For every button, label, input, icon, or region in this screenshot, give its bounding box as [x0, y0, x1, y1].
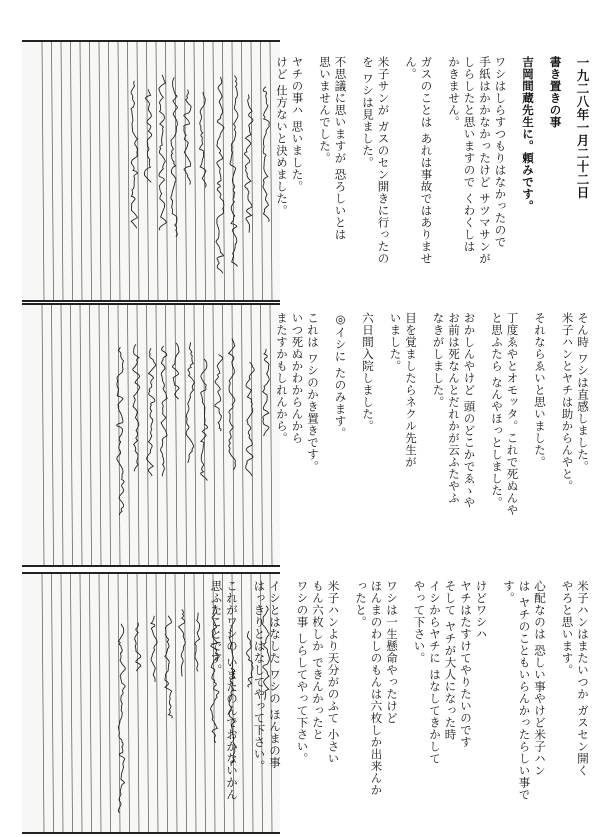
transcript-paragraph: 目を覚ましたらネクル先生が いました。: [388, 312, 418, 468]
transcript-paragraph: おかしんやけど 頭のどこかでゑゝや お前は死なんとだれかが云ふたやふ なきがしました。: [431, 312, 477, 509]
transcript-request-text: イシに たのみます。: [333, 326, 348, 439]
scan-lines-1: [22, 42, 280, 300]
transcript-paragraph: 丁度ゑやとオモッタ。これで死ぬんや と思ふたら なんやほっとしました。: [490, 312, 520, 516]
transcript-section-2: [275, 312, 590, 540]
transcript-paragraph: ヤチの事ハ 思いました。 けど 仕方ないと決めました。: [275, 56, 305, 217]
transcript-paragraph: そん時 ワシは直感しました。 米子ハンとヤチは助からんやと。: [560, 312, 590, 492]
transcript-date: 一九二八年一月二十二日: [575, 56, 590, 199]
scan-lines-3: [22, 574, 280, 832]
transcript-paragraph: イシとはなした ワシの ほんまの事 はっきりとはなしてやって下さい。: [252, 580, 282, 772]
transcript-request: [332, 312, 348, 540]
transcript-paragraph: これがワシの いまたのんでおかないかん 思ふたことです。: [209, 580, 239, 801]
transcript-addressee: 吉岡間蔵先生に。頼みです。: [521, 56, 535, 212]
transcript-paragraph: 六日間入院しました。: [361, 312, 375, 432]
transcript-paragraph: 米子ハンより天分がのふて 小さい もん六枚しか できんかったと ワシの事 しらしてやって下さい。: [295, 580, 341, 765]
transcript-paragraph: 米子ハンはまたいつか ガスセン開く やろと思います。: [560, 580, 590, 777]
transcript-paragraph: ワシはしらすつもりはなかったので 手紙はかかなかったけど サツマサンが しらしたと思いますので くわくしは かきません。: [447, 56, 508, 265]
transcript-heading: 書き置きの事: [548, 56, 563, 128]
transcript-section-3: [209, 580, 590, 810]
transcript-paragraph: これは ワシのかき置きです。 いつ死ぬかわからんから またすかもしれんから。: [275, 312, 320, 473]
transcript-paragraph: ガスのことは あれは事故ではありません。: [404, 56, 434, 265]
scan-lines-2: [22, 305, 280, 565]
transcript-paragraph: ワシは一生懸命やったけど ほんまのわしのもんは六枚しか出来んか ったと。: [354, 580, 399, 796]
transcript-paragraph: それならゑいと思いました。: [533, 312, 547, 468]
transcript-section-1: [275, 56, 590, 280]
transcript-paragraph: 不思議に思いますが 恐ろしいとは 思いませんでした。: [318, 56, 348, 241]
handwritten-scan-page-2: [22, 303, 280, 567]
handwritten-scan-page-1: [22, 40, 280, 302]
handwritten-scan-page-3: [22, 572, 280, 834]
transcript-paragraph: けどワシハ ヤチはたすけてやりたいのです そして ヤチが大人になった時 イシからヤチに はなしてきかして やって下さい。: [412, 580, 489, 765]
transcript-paragraph: 心配なのは 恐しい事やけど米子ハン は ヤチのこともいらんかったらしい事です。: [502, 580, 547, 801]
double-circle-icon: ◎: [333, 312, 348, 327]
transcript-paragraph: 米子サンが ガスのセン開きに行ったの を ワシは見ました。: [361, 56, 391, 265]
